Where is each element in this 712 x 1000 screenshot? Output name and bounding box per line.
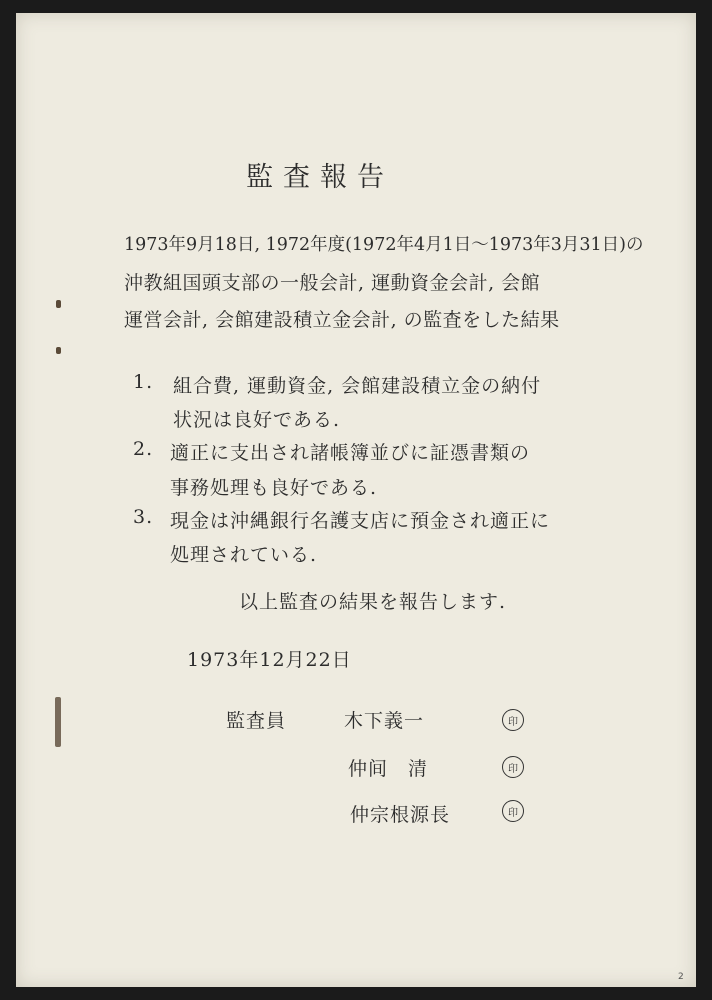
document-date: 1973年12月22日	[187, 649, 352, 671]
seal-stamp: 印	[502, 709, 524, 731]
item-number: 3.	[133, 506, 154, 528]
paragraph-line: 運営会計, 会館建設積立金会計, の監査をした結果	[124, 309, 560, 331]
auditor-role: 監査員	[226, 710, 287, 732]
binder-hole	[56, 347, 61, 354]
item-text: 適正に支出され諸帳簿並びに証憑書類の	[170, 442, 531, 464]
auditor-name: 仲间 清	[348, 758, 429, 780]
item-number: 2.	[133, 438, 154, 460]
item-text: 現金は沖縄銀行名護支店に預金され適正に	[170, 510, 551, 532]
item-text: 状況は良好である.	[173, 409, 341, 431]
item-text: 処理されている.	[170, 544, 318, 566]
binder-hole	[56, 300, 61, 308]
paragraph-line: 1973年9月18日, 1972年度(1972年4月1日～1973年3月31日)の	[124, 235, 644, 255]
auditor-name: 木下義一	[344, 710, 425, 732]
closing-statement: 以上監査の結果を報告します.	[239, 591, 507, 613]
auditor-name: 仲宗根源長	[350, 804, 451, 826]
item-text: 事務処理も良好である.	[170, 477, 378, 499]
page-number: 2	[678, 972, 684, 982]
item-number: 1.	[133, 371, 154, 393]
item-text: 組合費, 運動資金, 会館建設積立金の納付	[173, 375, 542, 397]
seal-stamp: 印	[502, 800, 524, 822]
binder-hole	[55, 697, 61, 747]
paragraph-line: 沖教組国頭支部の一般会計, 運動資金会計, 会館	[124, 272, 541, 294]
document-title: 監査報告	[246, 162, 394, 193]
seal-stamp: 印	[502, 756, 524, 778]
